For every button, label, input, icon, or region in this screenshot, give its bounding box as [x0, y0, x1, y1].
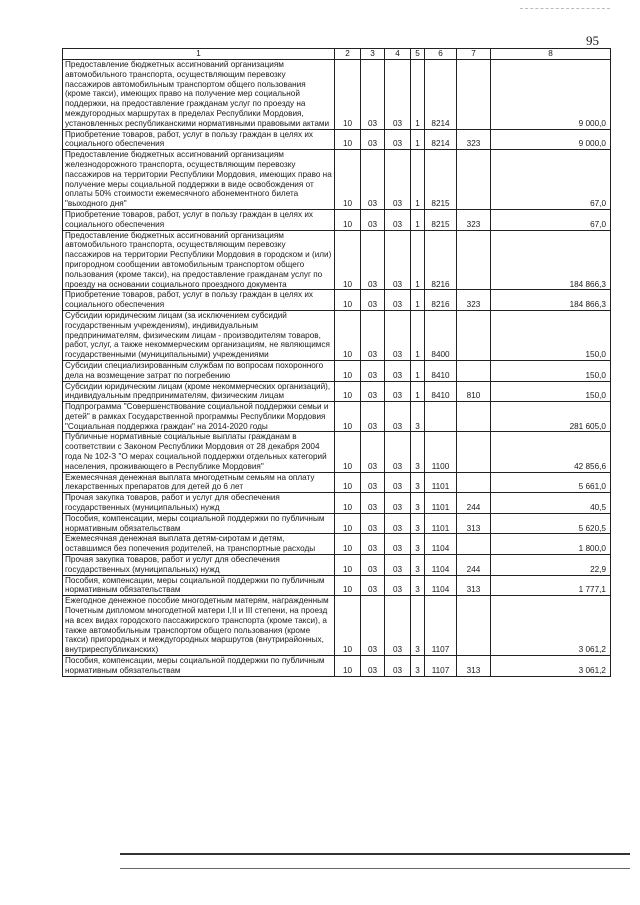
subprogram-code: 3: [411, 534, 425, 555]
expense-type-code: [457, 432, 491, 472]
row-description: Субсидии юридическим лицам (кроме некоммерческих организаций), индивидуальным предпринимателям, физическим лицам: [63, 381, 335, 402]
section-code: 10: [335, 432, 361, 472]
column-header: 4: [385, 49, 411, 60]
amount: 3 061,2: [491, 596, 611, 656]
subsection-code: 03: [361, 534, 385, 555]
program-code: 03: [385, 513, 411, 534]
amount: 67,0: [491, 209, 611, 230]
table-row: [63, 360, 611, 381]
subprogram-code: 1: [411, 230, 425, 290]
direction-code: 1104: [425, 555, 457, 576]
subsection-code: 03: [361, 402, 385, 432]
table-row: [63, 596, 611, 656]
direction-code: 1104: [425, 575, 457, 596]
row-description: Ежемесячная денежная выплата детям-сиротам и детям, оставшимся без попечения родителей, на транспортные расходы: [63, 534, 335, 555]
subsection-code: 03: [361, 230, 385, 290]
program-code: 03: [385, 129, 411, 150]
section-code: 10: [335, 534, 361, 555]
direction-code: 8216: [425, 290, 457, 311]
direction-code: 8400: [425, 310, 457, 360]
row-description: Предоставление бюджетных ассигнований организациям автомобильного транспорта, осуществляющим перевозку пассажиров автомобильным транспортом общего пользования (кроме такси), имеющих право на получение мер социальной поддержки, на предоставление гражданам услуг по проезду на междугородных маршрутах в пределах Республики Мордовия, установленных республиканскими нормативными правовыми актами: [63, 60, 335, 130]
table-row: [63, 513, 611, 534]
subprogram-code: 3: [411, 493, 425, 514]
amount: 281 605,0: [491, 402, 611, 432]
section-code: 10: [335, 150, 361, 210]
row-description: Субсидии специализированным службам по вопросам похоронного дела на возмещение затрат по погребению: [63, 360, 335, 381]
row-description: Прочая закупка товаров, работ и услуг для обеспечения государственных (муниципальных) нужд: [63, 493, 335, 514]
expense-type-code: [457, 596, 491, 656]
expense-type-code: [457, 230, 491, 290]
amount: 9 000,0: [491, 129, 611, 150]
subsection-code: 03: [361, 575, 385, 596]
program-code: 03: [385, 656, 411, 677]
program-code: 03: [385, 432, 411, 472]
table-body: [63, 60, 611, 677]
row-description: Приобретение товаров, работ, услуг в пользу граждан в целях их социального обеспечения: [63, 209, 335, 230]
footer-rule: [120, 853, 630, 855]
table-row: [63, 555, 611, 576]
section-code: 10: [335, 381, 361, 402]
row-description: Публичные нормативные социальные выплаты гражданам в соответствии с Законом Республики Мордовия от 28 декабря 2004 года № 102-З "О мерах социальной поддержки отдельных категорий населения, проживающего в Республике Мордовия": [63, 432, 335, 472]
expense-type-code: 323: [457, 209, 491, 230]
program-code: 03: [385, 534, 411, 555]
page-number: 95: [586, 33, 599, 48]
program-code: 03: [385, 555, 411, 576]
section-code: 10: [335, 209, 361, 230]
expense-type-code: 313: [457, 575, 491, 596]
subprogram-code: 1: [411, 60, 425, 130]
table-row: [63, 575, 611, 596]
table-row: [63, 129, 611, 150]
subprogram-code: 1: [411, 129, 425, 150]
amount: 150,0: [491, 310, 611, 360]
table-row: [63, 150, 611, 210]
row-description: Подпрограмма "Совершенствование социальной поддержки семьи и детей" в рамках Государственной программы Республики Мордовия "Социальная поддержка граждан" на 2014-2020 годы: [63, 402, 335, 432]
amount: 1 777,1: [491, 575, 611, 596]
direction-code: 1101: [425, 493, 457, 514]
subsection-code: 03: [361, 290, 385, 311]
amount: 40,5: [491, 493, 611, 514]
table-row: [63, 290, 611, 311]
amount: 22,9: [491, 555, 611, 576]
subsection-code: 03: [361, 432, 385, 472]
column-header: 2: [335, 49, 361, 60]
subsection-code: 03: [361, 472, 385, 493]
direction-code: 8214: [425, 129, 457, 150]
column-header: 6: [425, 49, 457, 60]
row-description: Пособия, компенсации, меры социальной поддержки по публичным нормативным обязательствам: [63, 656, 335, 677]
amount: 184 866,3: [491, 230, 611, 290]
subprogram-code: 3: [411, 432, 425, 472]
scan-artifact: [520, 8, 610, 9]
amount: 5 620,5: [491, 513, 611, 534]
subprogram-code: 1: [411, 381, 425, 402]
program-code: 03: [385, 493, 411, 514]
expense-type-code: [457, 534, 491, 555]
row-description: Предоставление бюджетных ассигнований организациям железнодорожного транспорта, осуществляющим перевозку пассажиров на территории Республики Мордовия, имеющих право на получение меры социальной поддержки в виде освобождения от оплаты 50% стоимости ежемесячного абонементного билета "выходного дня": [63, 150, 335, 210]
section-code: 10: [335, 575, 361, 596]
amount: 150,0: [491, 381, 611, 402]
section-code: 10: [335, 230, 361, 290]
table-row: [63, 432, 611, 472]
table-row: [63, 60, 611, 130]
subprogram-code: 1: [411, 290, 425, 311]
section-code: 10: [335, 290, 361, 311]
section-code: 10: [335, 493, 361, 514]
subprogram-code: 1: [411, 150, 425, 210]
subsection-code: 03: [361, 209, 385, 230]
amount: 3 061,2: [491, 656, 611, 677]
program-code: 03: [385, 402, 411, 432]
table-row: [63, 402, 611, 432]
row-description: Субсидии юридическим лицам (за исключением субсидий государственным учреждениям), индивидуальным предпринимателям, физическим лицам - производителям товаров, работ, услуг, а также некоммерческим организациям, не являющимся государственными (муниципальными) учреждениями: [63, 310, 335, 360]
table-row: [63, 472, 611, 493]
expense-type-code: 244: [457, 555, 491, 576]
section-code: 10: [335, 513, 361, 534]
expense-type-code: [457, 472, 491, 493]
column-header: 8: [491, 49, 611, 60]
direction-code: 8214: [425, 60, 457, 130]
program-code: 03: [385, 230, 411, 290]
program-code: 03: [385, 310, 411, 360]
row-description: Предоставление бюджетных ассигнований организациям автомобильного транспорта, осуществляющим перевозку пассажиров на территории Республики Мордовия в городском и (или) пригородном сообщении автомобильным транспортом общего пользования (кроме такси), на предоставление гражданам услуг по проезду на основании социального проездного документа: [63, 230, 335, 290]
section-code: 10: [335, 360, 361, 381]
subprogram-code: 3: [411, 402, 425, 432]
direction-code: 1100: [425, 432, 457, 472]
amount: 5 661,0: [491, 472, 611, 493]
direction-code: 1107: [425, 596, 457, 656]
footer-rule: [120, 868, 630, 869]
table-row: [63, 230, 611, 290]
direction-code: 1107: [425, 656, 457, 677]
row-description: Приобретение товаров, работ, услуг в пользу граждан в целях их социального обеспечения: [63, 129, 335, 150]
expense-type-code: 810: [457, 381, 491, 402]
expense-type-code: 313: [457, 513, 491, 534]
amount: 184 866,3: [491, 290, 611, 311]
subsection-code: 03: [361, 381, 385, 402]
subprogram-code: 3: [411, 472, 425, 493]
column-header: 5: [411, 49, 425, 60]
section-code: 10: [335, 555, 361, 576]
subprogram-code: 3: [411, 575, 425, 596]
subsection-code: 03: [361, 596, 385, 656]
amount: 42 856,6: [491, 432, 611, 472]
section-code: 10: [335, 60, 361, 130]
expense-type-code: 323: [457, 290, 491, 311]
expense-type-code: [457, 310, 491, 360]
row-description: Ежемесячная денежная выплата многодетным семьям на оплату лекарственных препаратов для детей до 6 лет: [63, 472, 335, 493]
direction-code: 8215: [425, 150, 457, 210]
program-code: 03: [385, 209, 411, 230]
section-code: 10: [335, 310, 361, 360]
expense-type-code: [457, 360, 491, 381]
row-description: Прочая закупка товаров, работ и услуг для обеспечения государственных (муниципальных) нужд: [63, 555, 335, 576]
subsection-code: 03: [361, 310, 385, 360]
table-header-row: [63, 49, 611, 60]
subsection-code: 03: [361, 656, 385, 677]
direction-code: 1101: [425, 472, 457, 493]
subprogram-code: 3: [411, 656, 425, 677]
row-description: Ежегодное денежное пособие многодетным матерям, награжденным Почетным дипломом многодетной матери I,II и III степени, на проезд на всех видах городского пассажирского транспорта (кроме такси), а также автомобильным транспортом общего пользования (кроме такси) пригородных и междугородных маршрутов (внутрирайонных, внутриреспубликанских): [63, 596, 335, 656]
table-row: [63, 381, 611, 402]
table-row: [63, 656, 611, 677]
section-code: 10: [335, 402, 361, 432]
expense-type-code: 313: [457, 656, 491, 677]
program-code: 03: [385, 360, 411, 381]
amount: 150,0: [491, 360, 611, 381]
program-code: 03: [385, 575, 411, 596]
row-description: Пособия, компенсации, меры социальной поддержки по публичным нормативным обязательствам: [63, 575, 335, 596]
subprogram-code: 1: [411, 209, 425, 230]
expense-type-code: 323: [457, 129, 491, 150]
table-row: [63, 209, 611, 230]
expense-type-code: 244: [457, 493, 491, 514]
amount: 9 000,0: [491, 60, 611, 130]
subprogram-code: 3: [411, 513, 425, 534]
program-code: 03: [385, 596, 411, 656]
expense-type-code: [457, 60, 491, 130]
subsection-code: 03: [361, 513, 385, 534]
subsection-code: 03: [361, 60, 385, 130]
budget-table: [62, 48, 611, 677]
subprogram-code: 3: [411, 596, 425, 656]
program-code: 03: [385, 472, 411, 493]
subprogram-code: 1: [411, 310, 425, 360]
amount: 1 800,0: [491, 534, 611, 555]
expense-type-code: [457, 150, 491, 210]
subsection-code: 03: [361, 493, 385, 514]
table-row: [63, 534, 611, 555]
program-code: 03: [385, 290, 411, 311]
section-code: 10: [335, 656, 361, 677]
direction-code: 8410: [425, 360, 457, 381]
expense-type-code: [457, 402, 491, 432]
table-row: [63, 493, 611, 514]
direction-code: 8410: [425, 381, 457, 402]
column-header: 3: [361, 49, 385, 60]
program-code: 03: [385, 60, 411, 130]
row-description: Приобретение товаров, работ, услуг в пользу граждан в целях их социального обеспечения: [63, 290, 335, 311]
amount: 67,0: [491, 150, 611, 210]
subsection-code: 03: [361, 150, 385, 210]
subsection-code: 03: [361, 129, 385, 150]
direction-code: 1101: [425, 513, 457, 534]
column-header: 1: [63, 49, 335, 60]
direction-code: 1104: [425, 534, 457, 555]
direction-code: [425, 402, 457, 432]
subprogram-code: 1: [411, 360, 425, 381]
program-code: 03: [385, 150, 411, 210]
section-code: 10: [335, 596, 361, 656]
table-row: [63, 310, 611, 360]
subsection-code: 03: [361, 555, 385, 576]
subsection-code: 03: [361, 360, 385, 381]
direction-code: 8216: [425, 230, 457, 290]
subprogram-code: 3: [411, 555, 425, 576]
program-code: 03: [385, 381, 411, 402]
column-header: 7: [457, 49, 491, 60]
row-description: Пособия, компенсации, меры социальной поддержки по публичным нормативным обязательствам: [63, 513, 335, 534]
section-code: 10: [335, 129, 361, 150]
section-code: 10: [335, 472, 361, 493]
direction-code: 8215: [425, 209, 457, 230]
